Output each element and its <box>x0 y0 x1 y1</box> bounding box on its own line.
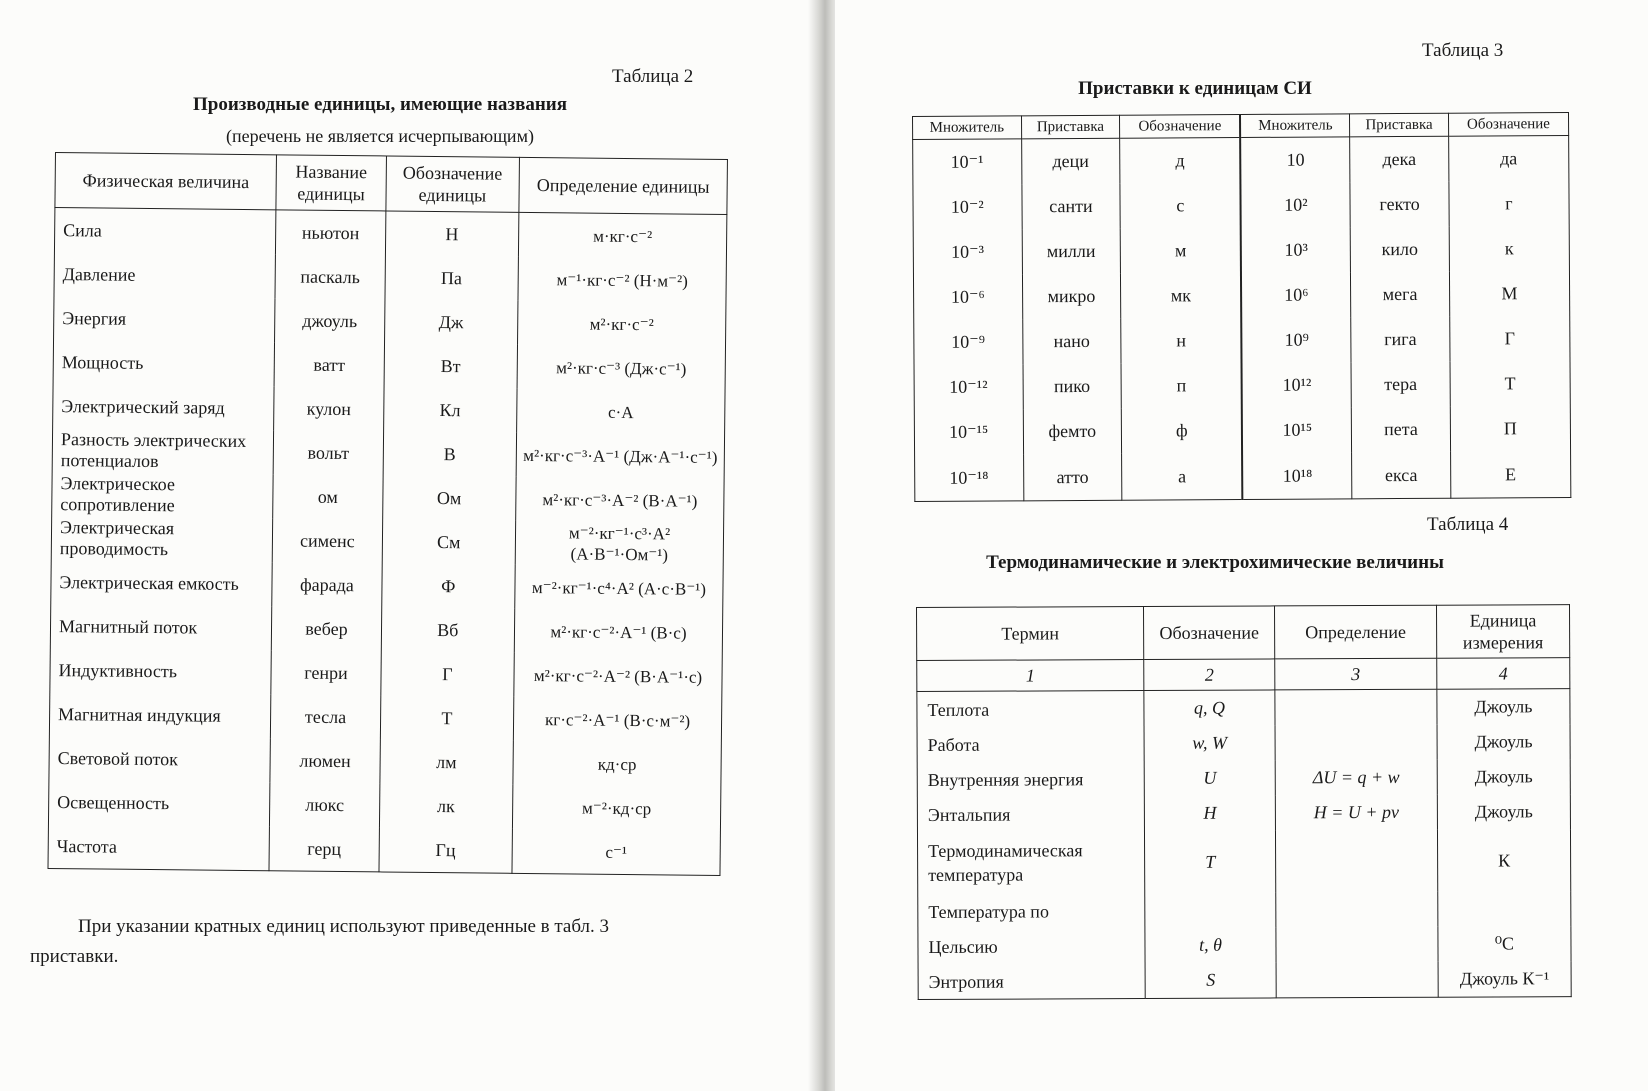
table4-row <box>918 926 1571 964</box>
table4-row-cell: q, Q <box>1144 690 1275 726</box>
table4-row-cell: Джоуль <box>1437 794 1570 830</box>
table3-row-cell: н <box>1121 318 1242 364</box>
table2-body <box>48 208 727 876</box>
table4-header: Определение <box>1275 605 1437 659</box>
table3-row-cell: микро <box>1022 274 1121 320</box>
table2-row-cell: м⁻²·кд·ср <box>512 785 720 831</box>
table4-row <box>917 724 1570 762</box>
table3-row-cell: 10⁻¹ <box>913 139 1022 185</box>
table4-body <box>917 689 1571 1000</box>
table4-row-cell: T <box>1145 830 1276 893</box>
table4-row-cell: Джоуль <box>1437 759 1570 795</box>
table2-row-cell: Ом <box>382 475 516 520</box>
table3-row-cell: екса <box>1352 452 1451 499</box>
table2-row-cell: ом <box>273 474 383 519</box>
table4-row-cell: S <box>1145 962 1276 998</box>
table2-row-cell: люмен <box>270 738 380 783</box>
table4-row-cell: H <box>1144 795 1275 831</box>
table3-row-cell: 10⁻⁹ <box>914 319 1023 365</box>
table3-row-cell: мега <box>1351 272 1450 318</box>
table4-row-cell: Температура по <box>918 893 1145 929</box>
table4-label: Таблица 4 <box>1427 514 1509 535</box>
table3-row-cell: деци <box>1021 138 1120 184</box>
table2-row-cell: вольт <box>274 430 384 475</box>
table2-row-cell: ватт <box>274 342 384 387</box>
table3 <box>912 112 1571 502</box>
table2-row-cell: Электрическое сопротивление <box>52 472 274 518</box>
table2-row-cell: вебер <box>272 606 382 651</box>
table2-row-cell: Магнитная индукция <box>49 692 271 738</box>
table4-column-number: 1 <box>917 660 1144 692</box>
table4-row-cell <box>1275 689 1437 725</box>
table4-row-cell: К <box>1437 829 1570 892</box>
table3-header: Множитель <box>913 116 1022 140</box>
table3-row-cell: Е <box>1450 451 1570 498</box>
table2-row-cell: сименс <box>273 518 383 563</box>
table4-row-cell: ⁰С <box>1438 926 1571 962</box>
table3-row-cell: гекто <box>1350 182 1449 228</box>
table4-row-cell: Джоуль К⁻¹ <box>1438 961 1571 997</box>
table3-row-cell: 10 <box>1241 137 1350 183</box>
table2-row <box>52 472 724 523</box>
table3-row-cell: тера <box>1351 362 1450 408</box>
table2-row-cell: Индуктивность <box>50 648 272 694</box>
table2-row-cell: Разность электрических потенциалов <box>52 428 274 474</box>
table3-row-cell: 10¹⁸ <box>1243 452 1352 499</box>
table3-row-cell: г <box>1449 181 1569 227</box>
table3-row-cell: Т <box>1450 361 1570 407</box>
table2-row-cell: Электрическая проводимость <box>51 516 273 562</box>
table2-row-cell: См <box>382 519 516 564</box>
table3-row-cell: 10⁻³ <box>913 229 1022 275</box>
table2-row-cell: м²·кг·с⁻³·А⁻² (В·А⁻¹) <box>516 477 724 523</box>
table4-row-cell: Энтальпия <box>917 796 1144 832</box>
table4-header-row <box>917 605 1570 661</box>
table2-header: Физическая величина <box>55 153 277 210</box>
table3-row-cell: п <box>1121 363 1242 409</box>
table4-row-cell: Теплота <box>917 691 1144 727</box>
table4-row <box>917 794 1570 832</box>
table3-row <box>914 361 1570 410</box>
table2-row-cell: Ф <box>381 563 515 608</box>
table2-row-cell: Электрический заряд <box>53 384 275 430</box>
table2-row-cell: Т <box>380 695 514 740</box>
table4-column-number: 2 <box>1144 659 1275 691</box>
table3-row-cell: 10⁻⁶ <box>913 274 1022 320</box>
table4-row <box>917 829 1570 894</box>
table4-row-cell: U <box>1144 760 1275 796</box>
table2-row-cell: лк <box>379 783 513 828</box>
table2-row <box>53 384 725 435</box>
table2-row <box>51 560 723 611</box>
table3-row-cell: Г <box>1450 316 1570 362</box>
table3-header: Приставка <box>1350 113 1449 137</box>
table3-row <box>914 406 1570 455</box>
table4-row-cell <box>1276 892 1438 928</box>
table3-row <box>913 135 1569 185</box>
table2-row-cell: герц <box>269 826 379 872</box>
table4-row <box>918 961 1571 999</box>
table2-row <box>49 736 721 787</box>
table4-row-cell: Джоуль <box>1437 724 1570 760</box>
table2-row-cell: Мощность <box>53 340 275 386</box>
table3-row-cell: 10¹⁵ <box>1242 407 1351 453</box>
table2-row <box>54 296 726 347</box>
table3-label: Таблица 3 <box>1422 40 1504 61</box>
table4-row <box>917 759 1570 797</box>
table3-row-cell: 10⁻¹² <box>914 364 1023 410</box>
table4-row-cell <box>1438 891 1571 927</box>
table2-row-cell: В <box>383 431 517 476</box>
table3-row-cell: нано <box>1022 319 1121 365</box>
table3-row-cell: 10⁻¹⁵ <box>914 409 1023 455</box>
table2-row <box>49 692 721 743</box>
table2-row-cell: м⁻²·кг⁻¹·с³·А² (А·В⁻¹·Ом⁻¹) <box>515 521 723 567</box>
table2-row-cell: м²·кг·с⁻²·А⁻¹ (В·с) <box>514 609 722 655</box>
table2-row-cell: Давление <box>54 252 276 298</box>
table4-row-cell: Внутренняя энергия <box>917 761 1144 797</box>
table2-row-cell: тесла <box>271 694 381 739</box>
table2-row-cell: Сила <box>54 208 276 255</box>
table3-row-cell: д <box>1120 137 1241 183</box>
table3-row-cell: милли <box>1022 229 1121 275</box>
table3-row <box>915 451 1571 502</box>
table2-label: Таблица 2 <box>612 66 694 87</box>
table3-row <box>913 226 1569 275</box>
table3-title: Приставки к единицам СИ <box>1078 78 1312 99</box>
table3-row-cell: к <box>1449 226 1569 272</box>
table2-row-cell: джоуль <box>275 298 385 343</box>
table3-row-cell: м <box>1120 228 1241 274</box>
table2-row-cell: м²·кг·с⁻²·А⁻² (В·А⁻¹·с) <box>514 653 722 699</box>
table4-row-cell: Работа <box>917 726 1144 762</box>
table4-row-cell <box>1276 927 1438 963</box>
table3-row-cell: атто <box>1023 454 1122 501</box>
table2-row-cell: Г <box>380 651 514 696</box>
table4 <box>916 604 1572 1000</box>
table2-row-cell: Н <box>385 211 519 257</box>
table3-row-cell: 10⁻² <box>913 184 1022 230</box>
table4-row-cell: Термодинамическая температура <box>917 831 1144 894</box>
table2-row-cell: м²·кг·с⁻³·А⁻¹ (Дж·А⁻¹·с⁻¹) <box>516 433 724 479</box>
table2-row-cell: ньютон <box>276 210 386 256</box>
table2-row-cell: Электрическая емкость <box>51 560 273 606</box>
table3-row-cell: 10⁻¹⁸ <box>915 454 1024 501</box>
table2-row-cell: м²·кг·с⁻³ (Дж·с⁻¹) <box>517 345 725 391</box>
table3-row <box>913 271 1569 320</box>
table2-row-cell: кулон <box>274 386 384 431</box>
table4-row <box>917 689 1570 727</box>
table4-row-cell: Джоуль <box>1437 689 1570 725</box>
table2-row-cell: м²·кг·с⁻² <box>518 301 726 347</box>
table4-column-number-row <box>917 658 1570 692</box>
table4-row-cell: Энтропия <box>918 963 1145 999</box>
table2-title: Производные единицы, имеющие названия <box>192 94 568 115</box>
table3-row-cell: П <box>1450 406 1570 452</box>
table3-header-row <box>913 112 1569 139</box>
table2-row <box>48 824 720 876</box>
table3-header: Обозначение <box>1120 114 1241 138</box>
table2-row <box>54 208 726 260</box>
table3-row <box>913 181 1569 230</box>
table4-header: Термин <box>917 607 1144 661</box>
table4-row-cell: ΔU = q + w <box>1275 760 1437 796</box>
table4-column-number: 4 <box>1437 658 1570 690</box>
table2-row-cell: м⁻¹·кг·с⁻² (Н·м⁻²) <box>518 257 726 303</box>
table3-header: Множитель <box>1240 114 1349 138</box>
table2-row <box>51 516 723 567</box>
table2-row <box>53 340 725 391</box>
table2-row-cell: Вт <box>384 343 518 388</box>
table3-row <box>914 316 1570 365</box>
table2-row <box>50 648 722 699</box>
table3-row-cell: санти <box>1021 184 1120 230</box>
table3-row-cell: гига <box>1351 317 1450 363</box>
table2-row-cell: фарада <box>272 562 382 607</box>
table4-row-cell: t, θ <box>1145 927 1276 963</box>
table2-row-cell: м⁻²·кг⁻¹·с⁴·А² (А·с·В⁻¹) <box>515 565 723 611</box>
table2-header: Обозначение единицы <box>385 156 519 212</box>
table4-row-cell <box>1275 725 1437 761</box>
table2-row <box>52 428 724 479</box>
table2-row-cell: с·А <box>517 389 725 435</box>
table2-row-cell: Частота <box>48 824 270 871</box>
table3-row-cell: кило <box>1350 227 1449 273</box>
table4-row-cell: w, W <box>1144 725 1275 761</box>
table2-row <box>50 604 722 655</box>
table2-row-cell: кд·ср <box>513 741 721 787</box>
table2-header: Название единицы <box>276 155 386 211</box>
table4-header: Обозначение <box>1144 606 1275 660</box>
left-page <box>0 0 815 1091</box>
table2-row-cell: кг·с⁻²·А⁻¹ (В·с·м⁻²) <box>513 697 721 743</box>
table4-row-cell <box>1145 892 1276 928</box>
table2-row-cell: Вб <box>381 607 515 652</box>
table2-row-cell: Магнитный поток <box>50 604 272 650</box>
table2-row-cell: лм <box>379 739 513 784</box>
table3-row-cell: 10³ <box>1241 227 1350 273</box>
table3-row-cell: дека <box>1350 136 1449 182</box>
table2 <box>47 152 727 876</box>
table2-row-cell: Световой поток <box>49 736 271 782</box>
table3-row-cell: 10² <box>1241 182 1350 228</box>
table2-row-cell: паскаль <box>275 254 385 299</box>
table3-row-cell: М <box>1449 271 1569 317</box>
table3-row-cell: с <box>1120 183 1241 229</box>
table3-row-cell: пета <box>1351 407 1450 453</box>
table3-row-cell: пико <box>1023 364 1122 410</box>
table2-row <box>48 780 720 831</box>
table2-row-cell: Кл <box>383 387 517 432</box>
table4-row-cell: H = U + pv <box>1275 795 1437 831</box>
table2-row-cell: с⁻¹ <box>512 829 720 876</box>
table3-row-cell: 10⁶ <box>1241 272 1350 318</box>
table3-row-cell: мк <box>1121 273 1242 319</box>
table4-column-number: 3 <box>1275 658 1437 690</box>
table2-row-cell: м·кг·с⁻² <box>518 212 726 259</box>
table4-header: Единица измерения <box>1436 605 1569 659</box>
table3-row-cell: 10¹² <box>1242 362 1351 408</box>
table3-row-cell: 10⁹ <box>1242 317 1351 363</box>
table3-row-cell: ф <box>1121 408 1242 454</box>
table3-header: Обозначение <box>1448 112 1568 136</box>
table2-row-cell: Энергия <box>54 296 276 342</box>
table2-row-cell: Дж <box>384 299 518 344</box>
table4-row <box>918 891 1571 929</box>
table2-row <box>54 252 726 303</box>
table2-row-cell: Гц <box>379 827 513 873</box>
table3-row-cell: фемто <box>1023 409 1122 455</box>
table2-subtitle: (перечень не является исчерпывающим) <box>226 126 534 146</box>
table2-row-cell: Па <box>385 255 519 300</box>
table3-row-cell: а <box>1122 453 1243 500</box>
table4-title: Термодинамические и электрохимические величины <box>986 552 1444 573</box>
table2-row-cell: генри <box>271 650 381 695</box>
paragraph: При указании кратных единиц используют приведенные в табл. 3 приставки. <box>30 916 610 967</box>
table2-header: Определение единицы <box>519 157 728 214</box>
table4-row-cell <box>1276 830 1438 893</box>
table2-header-row <box>55 153 728 215</box>
table2-row-cell: Освещенность <box>48 780 270 826</box>
table3-header: Приставка <box>1021 115 1120 139</box>
table3-body <box>913 135 1571 501</box>
table3-row-cell: да <box>1448 135 1568 181</box>
table4-row-cell: Цельсию <box>918 928 1145 964</box>
table4-row-cell <box>1276 962 1438 998</box>
table2-row-cell: люкс <box>270 782 380 827</box>
